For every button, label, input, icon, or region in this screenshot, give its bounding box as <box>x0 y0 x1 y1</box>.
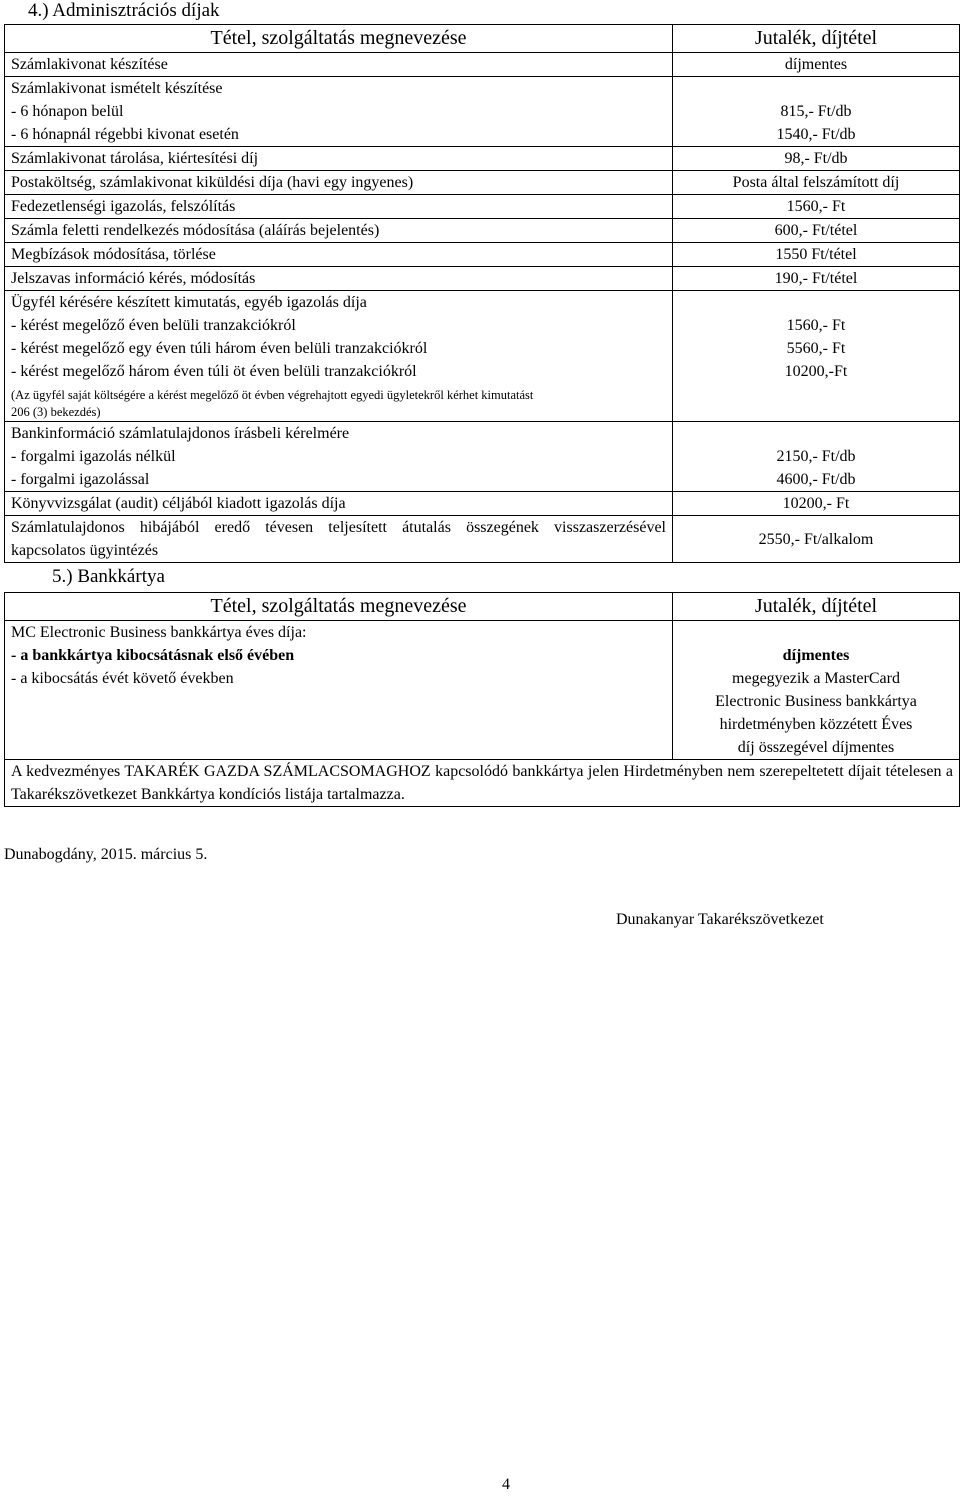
section-4-title: 4.) Adminisztrációs díjak <box>28 0 220 21</box>
fee-text: 5560,- Ft <box>786 340 846 357</box>
signature: Dunakanyar Takarékszövetkezet <box>616 911 824 928</box>
legal-note: (Az ügyfél saját költségére a kérést megelőző öt évben végrehajtott egyedi ügyletekről kérhet kimutatást <box>11 388 534 402</box>
table-row <box>5 621 960 760</box>
item-text: Jelszavas információ kérés, módosítás <box>11 270 256 287</box>
item-text: Fedezetlenségi igazolás, felszólítás <box>11 198 236 215</box>
fee-text <box>675 291 957 314</box>
item-text: Számlakivonat készítése <box>11 56 168 73</box>
fee-text: 98,- Ft/db <box>784 150 848 167</box>
table-row <box>5 53 960 77</box>
fee-text <box>675 422 957 445</box>
table-header-row <box>5 25 960 53</box>
fee-text: díj összegével díjmentes <box>737 739 895 756</box>
fee-text: 1560,- Ft <box>786 198 846 215</box>
page-number: 4 <box>502 1476 510 1493</box>
fee-text: hirdetményben közzétett Éves <box>719 716 913 733</box>
item-text: Számlatulajdonos hibájából eredő tévesen teljesített átutalás összegének visszaszerzésével kapcsolatos ügyintézés <box>11 519 666 559</box>
header-item: Tétel, szolgáltatás megnevezése <box>5 25 673 53</box>
item-text: - 6 hónapnál régebbi kivonat esetén <box>11 126 239 143</box>
item-text: - kérést megelőző egy éven túli három éven belüli tranzakciókról <box>11 340 428 357</box>
fee-text: 10200,-Ft <box>784 363 848 380</box>
card-footnote: A kedvezményes TAKARÉK GAZDA SZÁMLACSOMAGHOZ kapcsolódó bankkártya jelen Hirdetményben nem szerepeltetett díjait tételesen a Takarékszövetkezet Bankkártya kondíciós listája tartalmazza. <box>11 763 953 803</box>
fee-text: díjmentes <box>784 56 848 73</box>
fee-text <box>675 621 957 644</box>
fee-text: 10200,- Ft <box>782 495 850 512</box>
table-row <box>5 171 960 195</box>
fee-text: 815,- Ft/db <box>780 103 852 120</box>
section-5-title: 5.) Bankkártya <box>52 566 165 587</box>
fee-text: 190,- Ft/tétel <box>774 270 858 287</box>
table-row <box>5 291 960 422</box>
item-text: Számla feletti rendelkezés módosítása (aláírás bejelentés) <box>11 222 380 239</box>
item-text: - 6 hónapon belül <box>11 103 124 120</box>
fee-text: 600,- Ft/tétel <box>774 222 858 239</box>
item-text: - a bankkártya kibocsátásnak első évében <box>11 647 295 664</box>
fee-text: Electronic Business bankkártya <box>715 693 917 710</box>
admin-fees-table <box>4 24 960 563</box>
item-text: - forgalmi igazolás nélkül <box>11 448 176 465</box>
table-row <box>5 195 960 219</box>
item-text: - forgalmi igazolással <box>11 471 150 488</box>
fee-text: Posta által felszámított díj <box>732 174 900 191</box>
table-row <box>5 219 960 243</box>
table-header-row <box>5 593 960 621</box>
fee-text: 4600,- Ft/db <box>776 471 856 488</box>
table-row <box>5 516 960 563</box>
table-row <box>5 243 960 267</box>
place-date: Dunabogdány, 2015. március 5. <box>4 846 208 863</box>
fee-text <box>675 77 957 100</box>
item-text: Bankinformáció számlatulajdonos írásbeli kérelmére <box>11 425 350 442</box>
table-row <box>5 267 960 291</box>
legal-note: 206 (3) bekezdés) <box>11 405 101 419</box>
item-text: Könyvvizsgálat (audit) céljából kiadott igazolás díja <box>11 495 346 512</box>
item-text: Számlakivonat ismételt készítése <box>11 80 223 97</box>
item-text: MC Electronic Business bankkártya éves díja: <box>11 624 307 641</box>
item-text: - a kibocsátás évét követő években <box>11 670 234 687</box>
header-item: Tétel, szolgáltatás megnevezése <box>5 593 673 621</box>
table-row <box>5 422 960 492</box>
table-row <box>5 147 960 171</box>
item-text: - kérést megelőző három éven túli öt éven belüli tranzakciókról <box>11 363 417 380</box>
item-text: Ügyfél kérésére készített kimutatás, egyéb igazolás díja <box>11 294 367 311</box>
table-row <box>5 77 960 147</box>
item-text: Megbízások módosítása, törlése <box>11 246 216 263</box>
header-fee: Jutalék, díjtétel <box>673 593 960 621</box>
table-row <box>5 492 960 516</box>
header-fee: Jutalék, díjtétel <box>673 25 960 53</box>
fee-text: 1540,- Ft/db <box>776 126 856 143</box>
fee-text: megegyezik a MasterCard <box>732 670 900 687</box>
card-fees-table <box>4 592 960 807</box>
item-text: Postaköltség, számlakivonat kiküldési díja (havi egy ingyenes) <box>11 174 414 191</box>
fee-text: 1550 Ft/tétel <box>775 246 857 263</box>
item-text: Számlakivonat tárolása, kiértesítési díj <box>11 150 259 167</box>
fee-text: 2550,- Ft/alkalom <box>758 530 874 548</box>
fee-text: 1560,- Ft <box>786 317 846 334</box>
table-row <box>5 760 960 807</box>
item-text: - kérést megelőző éven belüli tranzakciókról <box>11 317 296 334</box>
fee-text: 2150,- Ft/db <box>776 448 856 465</box>
fee-text: díjmentes <box>782 647 850 664</box>
